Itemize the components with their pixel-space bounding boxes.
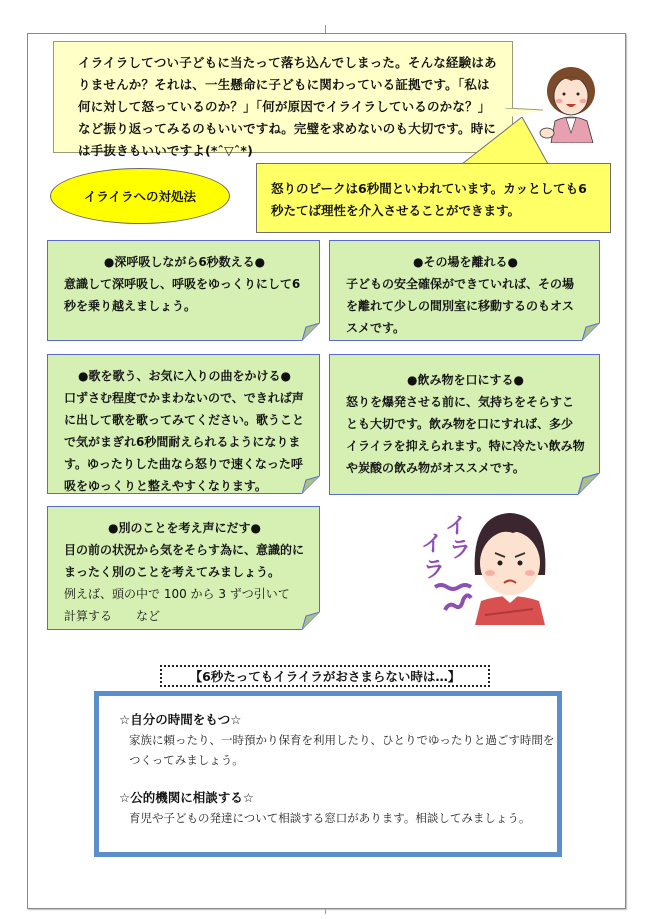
page-tick-top [325, 25, 326, 33]
section-label-text: 【6秒たってもイライラがおさまらない時は…】 [189, 669, 461, 684]
note-title: ●飲み物を口にする● [407, 373, 524, 387]
tip-heading-consult: ☆公的機関に相談する☆ [119, 790, 254, 805]
ira-text-2: イ [421, 532, 444, 557]
coping-methods-title [50, 168, 230, 224]
page-curl-icon [582, 323, 600, 341]
note-body-example: 例えば、頭の中で 100 から 3 ずつ引いて [64, 587, 290, 601]
note-think-else [47, 506, 320, 630]
tip-body-own-time: 家族に頼ったり、一時預かり保育を利用したり、ひとりでゆったりと過ごす時間をつくってみましょう。 [129, 733, 555, 767]
page-curl-icon [302, 476, 320, 494]
tip-body-consult: 育児や子どもの発達について相談する窓口があります。相談してみましょう。 [129, 811, 531, 825]
peak-bubble-tail [462, 117, 554, 165]
note-body: 意識して深呼吸し、呼吸をゆっくりにして6秒を乗り越えましょう。 [64, 277, 301, 313]
irritated-woman-illustration [415, 505, 575, 625]
page-tick-bottom [325, 908, 326, 914]
page-curl-icon [302, 323, 320, 341]
note-leave-place [329, 240, 600, 341]
note-deep-breath [47, 240, 320, 341]
note-title: ●歌を歌う、お気に入りの曲をかける● [78, 369, 291, 383]
page-curl-icon [302, 612, 320, 630]
note-sing-song [47, 354, 320, 494]
note-drink [329, 354, 600, 495]
tip-heading-own-time: ☆自分の時間をもつ☆ [119, 712, 242, 727]
section-label-not-subsided [160, 665, 490, 687]
note-title: ●別のことを考え声にだす● [108, 521, 261, 535]
page-curl-icon [578, 473, 600, 495]
note-body: 口ずさむ程度でかまわないので、できれば声に出して歌を歌ってみてください。歌うことで気がまぎれ6秒間耐えられるようになります。ゆったりした曲なら怒りで速くなった呼吸をゆっくりと整えやすくなります。 [64, 391, 305, 493]
ra-text-2: ラ [423, 558, 446, 583]
intro-speech-bubble [53, 41, 513, 158]
ra-text-1: ラ [449, 538, 472, 563]
intro-text: イライラしてつい子どもに当たって落ち込んでしまった。そんな経験はありませんか？それは、一生懸命に子どもに関わっている証拠です。「私は何に対して怒っているのか？」「何が原因でイライラしているのかな？」など振り返ってみるのもいいですね。完璧を求めないのも大切です。時には手抜きもいいですよ(*ˆ▽ˆ*) [78, 55, 497, 158]
tips-box [94, 691, 562, 857]
note-body: 怒りを爆発させる前に、気持ちをそらすことも大切です。飲み物を口にすれば、多少イライラを抑えられます。特に冷たい飲み物や炭酸の飲み物がオススメです。 [346, 395, 585, 475]
note-title: ●その場を離れる● [413, 255, 518, 269]
note-body: 目の前の状況から気をそらす為に、意識的にまったく別のことを考えてみましょう。 [64, 543, 305, 579]
coping-methods-title-label: イライラへの対処法 [83, 189, 197, 204]
peak-text: 怒りのピークは6秒間といわれています。カッとしても6秒たてば理性を介入させることができます。 [271, 181, 587, 218]
peak-speech-bubble [256, 163, 611, 233]
note-body-example-2: 計算する など [64, 609, 161, 623]
note-title: ●深呼吸しながら6秒数える● [103, 255, 266, 269]
note-body: 子どもの安全確保ができていれば、その場を離れて少しの間別室に移動するのもオススメです。 [346, 277, 575, 335]
ira-text-1: イ [445, 514, 468, 539]
